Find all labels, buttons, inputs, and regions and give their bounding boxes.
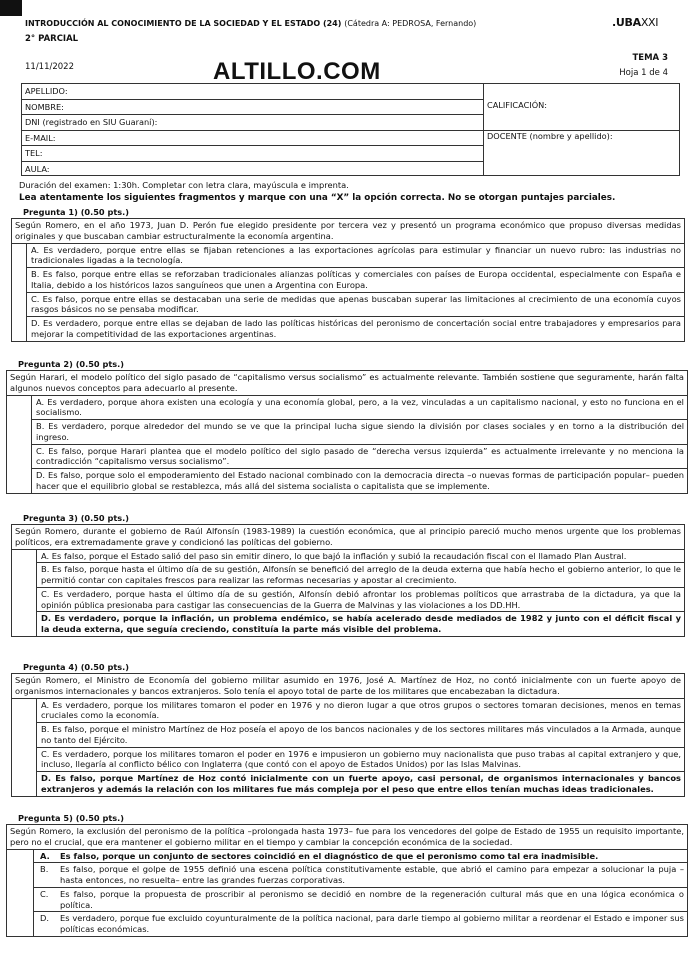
tema-label: TEMA 3: [632, 53, 668, 63]
question-1-stem: Según Romero, en el año 1973, Juan D. Perón fue elegido presidente por tercera vez y presentó un programa económico que propuso diversas medidas originales y que buscaban cambiar estructuralmente la economía argentina.: [12, 219, 684, 244]
question-4-label: Pregunta 4) (0.50 pts.): [23, 662, 129, 672]
question-3: [11, 524, 685, 637]
question-5-option-b[interactable]: [33, 863, 687, 888]
question-1-option-a[interactable]: A. Es verdadero, porque entre ellas se fijaban retenciones a las exportaciones agrícolas para estimular y financiar un nuevo rubro: las industrias no tradicionales ligadas a la tecnología.: [26, 244, 684, 269]
question-5-option-c[interactable]: [33, 888, 687, 913]
question-3-option-b[interactable]: B. Es falso, porque hasta el último día de su gestión, Alfonsín se benefició del arreglo de la deuda externa que había hecho el gobierno anterior, lo que le permitió contar con capitales frescos para realizar las reformas necesarias y apostar al crecimiento.: [36, 563, 684, 588]
option-text: Es falso, porque la propuesta de proscribir al peronismo se decidió en nombre de la regeneración cultural más que en una lógica económica o política.: [60, 888, 684, 910]
grading-fields: [484, 84, 680, 175]
option-letter: C.: [40, 888, 49, 899]
docente-label: DOCENTE (nombre y apellido):: [487, 131, 613, 141]
question-4-option-c[interactable]: C. Es verdadero, porque los militares tomaron el poder en 1976 e impusieron un gobierno muy nacionalista que puso trabas al capital extranjero y que, incluso, llegaría al conflicto bélico con Inglaterra (que contó con el apoyo de Estados Unidos) por las Islas Malvinas.: [36, 748, 684, 773]
option-letter: B.: [40, 864, 49, 875]
student-fields: [22, 84, 484, 175]
question-2-option-b[interactable]: B. Es verdadero, porque alrededor del mundo se ve que la principal lucha sigue siendo la división por clases sociales y en torno a la distribución del ingreso.: [31, 420, 687, 445]
question-2-stem: Según Harari, el modelo político del siglo pasado de “capitalismo versus socialismo” es actualmente relevante. También sostiene que seguramente, harán falta algunos nuevos conceptos para adecuarlo al presente.: [7, 371, 687, 396]
question-5-stem: Según Romero, la exclusión del peronismo de la política –prolongada hasta 1973– fue para los vencedores del golpe de Estado de 1955 un requisito importante, pero no el crucial, que era mantener el gobierno militar en el tiempo y cambiar la concepción económica de la sociedad.: [7, 825, 687, 850]
watermark-logo: ALTILLO.COM: [213, 58, 381, 85]
field-apellido[interactable]: APELLIDO:: [22, 84, 483, 100]
field-tel[interactable]: TEL:: [22, 146, 483, 162]
question-5-option-d[interactable]: [33, 912, 687, 936]
question-4-stem: Según Romero, el Ministro de Economía del gobierno militar asumido en 1976, José A. Martínez de Hoz, no contó inicialmente con un fuerte apoyo de organismos internacionales y bancos extranjeros. Solo tenía el apoyo total de parte de los militares que encabezaban la dictadura.: [12, 674, 684, 699]
question-1: [11, 218, 685, 342]
course-title: [25, 19, 476, 29]
question-1-option-d[interactable]: D. Es verdadero, porque entre ellas se dejaban de lado las políticas históricas del peronismo de concertación social entre trabajadores y empresarios para mejorar la competitividad de las exportaciones argentinas.: [26, 317, 684, 341]
question-2-option-a[interactable]: A. Es verdadero, porque ahora existen una ecología y una economía global, pero, a la vez, vinculadas a un capitalismo nacional, y esto no funciona en el socialismo.: [31, 396, 687, 421]
question-2-option-c[interactable]: C. Es falso, porque Harari plantea que el modelo político del siglo pasado de “derecha versus izquierda” es actualmente irrelevante y no menciona la contradicción “capitalismo versus socialismo”.: [31, 445, 687, 470]
question-2-option-d[interactable]: D. Es falso, porque solo el empoderamiento del Estado nacional combinado con la democracia directa –o nuevas formas de participación popular– pueden hacer que el equilibrio global se restablezca, más allá del sistema socialista o capitalista que se implemente.: [31, 469, 687, 493]
page-indicator: Hoja 1 de 4: [619, 68, 668, 78]
question-1-label: Pregunta 1) (0.50 pts.): [23, 207, 129, 217]
duration-note: Duración del examen: 1:30h. Completar con letra clara, mayúscula e imprenta.: [19, 180, 349, 190]
question-4: [11, 673, 685, 797]
exam-date: 11/11/2022: [25, 62, 74, 72]
question-2-label: Pregunta 2) (0.50 pts.): [18, 359, 124, 369]
question-3-option-c[interactable]: C. Es verdadero, porque hasta el último día de su gestión, Alfonsín debió afrontar los problemas políticos que arrastraba de la dictadura, ya que la opinión pública presionaba para castigar las consecuencias de la Guerra de Malvinas y las violaciones a los DD.HH.: [36, 588, 684, 613]
question-4-option-d[interactable]: D. Es falso, porque Martínez de Hoz contó inicialmente con un fuerte apoyo, casi personal, de organismos internacionales y bancos extranjeros y además la relación con los militares fue más compleja por el peso que entre ellos tenían muchas ideas tradicionales.: [36, 772, 684, 796]
calificacion-label: CALIFICACIÓN:: [487, 100, 548, 110]
field-aula[interactable]: AULA:: [25, 163, 50, 174]
question-4-option-b[interactable]: B. Es falso, porque el ministro Martínez de Hoz poseía el apoyo de los bancos nacionales y de los sectores militares más vinculados a la Armada, aunque no tanto del Ejército.: [36, 723, 684, 748]
question-1-option-b[interactable]: B. Es falso, porque entre ellas se reforzaban tradicionales alianzas políticas y comerciales con países de Europa occidental, especialmente con España e Italia, debido a los históricos lazos sanguíneos que unen a Argentina con Europa.: [26, 268, 684, 293]
field-nombre[interactable]: NOMBRE:: [22, 100, 483, 116]
university-logo: .UBAXXI: [612, 16, 659, 29]
field-dni[interactable]: DNI (registrado en SIU Guaraní):: [22, 115, 483, 131]
option-text: Es falso, porque un conjunto de sectores coincidió en el diagnóstico de que el peronismo como tal era inadmisible.: [60, 850, 599, 861]
question-5: [6, 824, 688, 937]
option-text: Es falso, porque el golpe de 1955 definió una escena política constitutivamente estable, que abrió el camino para empezar a solucionar la puja –hasta entonces, no resuelta– entre las grandes fuerzas corporativas.: [60, 864, 684, 886]
option-text: Es verdadero, porque fue excluido coyunturalmente de la política nacional, para darle tiempo al gobierno militar a reordenar el Estado e imponer sus políticas económicas.: [60, 913, 684, 935]
question-3-option-d[interactable]: D. Es verdadero, porque la inflación, un problema endémico, se había acelerado desde mediados de 1982 y junto con el déficit fiscal y la deuda externa, que seguía creciendo, constituía la parte más visible del problema.: [36, 612, 684, 636]
main-instructions: Lea atentamente los siguientes fragmentos y marque con una “X” la opción correcta. No se otorgan puntajes parciales.: [19, 193, 616, 203]
option-letter: A.: [40, 850, 50, 861]
option-letter: D.: [40, 913, 50, 924]
catedra: (Cátedra A: PEDROSA, Fernando): [344, 19, 477, 28]
question-5-label: Pregunta 5) (0.50 pts.): [18, 813, 124, 823]
question-1-option-c[interactable]: C. Es falso, porque entre ellas se destacaban una serie de medidas que apenas buscaban superar las limitaciones al crecimiento de una economía cuyos rasgos básicos no se pensaba modificar.: [26, 293, 684, 318]
question-4-option-a[interactable]: A. Es verdadero, porque los militares tomaron el poder en 1976 y no dieron lugar a que otros grupos o sectores tomaran decisiones, menos en temas cruciales como la economía.: [36, 699, 684, 724]
question-2: [6, 370, 688, 494]
field-email[interactable]: E-MAIL:: [22, 131, 483, 147]
corner-mark: [0, 0, 22, 16]
question-3-label: Pregunta 3) (0.50 pts.): [23, 513, 129, 523]
question-3-stem: Según Romero, durante el gobierno de Raúl Alfonsín (1983-1989) la cuestión económica, que al principio pareció mucho menos urgente que los problemas políticos, era extremadamente grave y condicionó las políticas del gobierno.: [12, 525, 684, 550]
exam-name: 2° PARCIAL: [25, 34, 79, 44]
question-3-option-a[interactable]: A. Es falso, porque el Estado salió del paso sin emitir dinero, lo que bajó la inflación y subió la recaudación fiscal con el llamado Plan Austral.: [36, 550, 684, 564]
student-form: [21, 83, 680, 176]
course-name: INTRODUCCIÓN AL CONOCIMIENTO DE LA SOCIEDAD Y EL ESTADO (24): [25, 19, 342, 28]
question-5-option-a[interactable]: [33, 850, 687, 864]
